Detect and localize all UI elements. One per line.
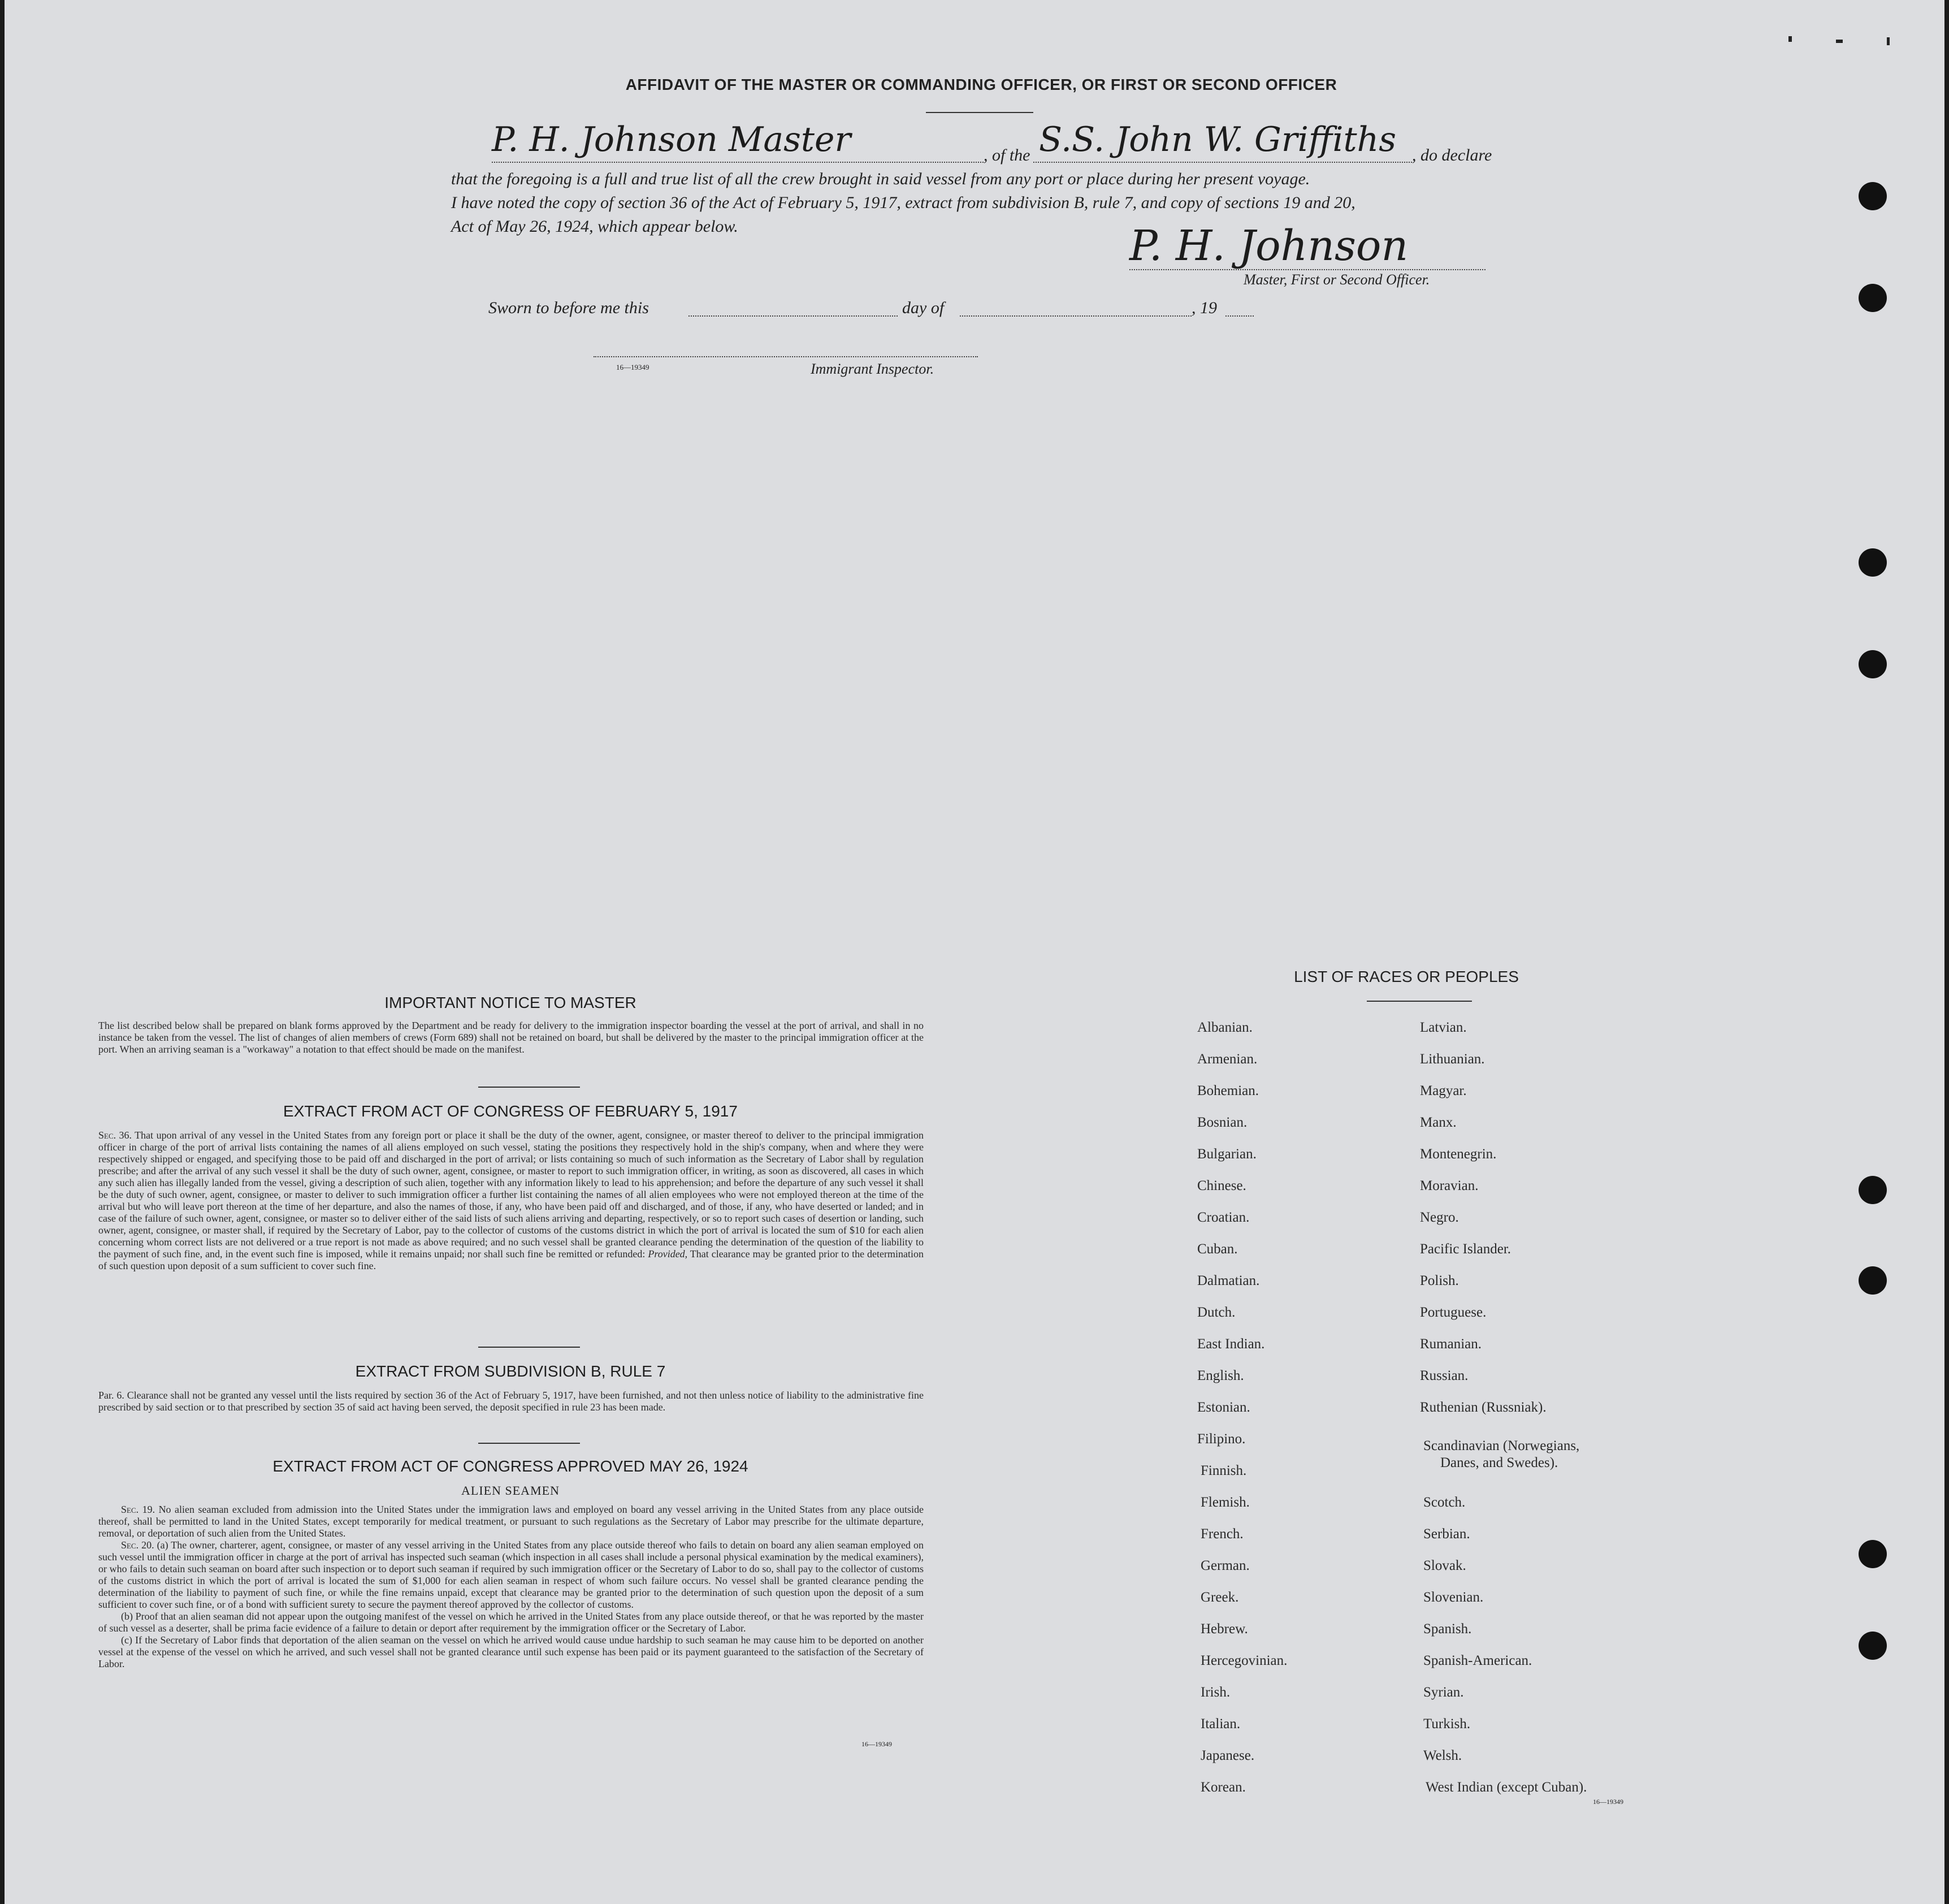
- races-divider: [1367, 1001, 1472, 1002]
- notice-title: IMPORTANT NOTICE TO MASTER: [384, 994, 636, 1011]
- race-left-item: Irish.: [1201, 1685, 1231, 1700]
- race-left-item: Dutch.: [1197, 1305, 1236, 1320]
- binder-hole: [1859, 1540, 1887, 1568]
- binder-hole: [1859, 182, 1887, 210]
- race-right-item: Danes, and Swedes).: [1440, 1455, 1558, 1470]
- race-left-item: Hercegovinian.: [1201, 1653, 1288, 1668]
- sworn-day-blank: [688, 315, 898, 317]
- race-right-item: Serbian.: [1423, 1526, 1470, 1542]
- race-right-item: Portuguese.: [1420, 1305, 1487, 1320]
- race-left-item: Bulgarian.: [1197, 1146, 1257, 1162]
- races-form-number: 16—19349: [1593, 1798, 1623, 1806]
- race-left-item: Finnish.: [1201, 1463, 1247, 1478]
- sworn-label: Sworn to before me this: [488, 298, 649, 317]
- notice-divider: [478, 1087, 580, 1088]
- extract-rule7-title: EXTRACT FROM SUBDIVISION B, RULE 7: [355, 1362, 666, 1380]
- declare-label: , do declare: [1412, 146, 1492, 165]
- race-left-item: German.: [1201, 1558, 1250, 1573]
- race-right-item: Moravian.: [1420, 1178, 1479, 1193]
- sworn-month-blank: [960, 315, 1192, 317]
- name-blank-line: [492, 162, 984, 163]
- race-right-item: Montenegrin.: [1420, 1146, 1497, 1162]
- extract-1917-divider: [478, 1347, 580, 1348]
- master-signature: P. H. Johnson: [1129, 222, 1409, 270]
- speck: [1887, 37, 1890, 45]
- section-19: [98, 1504, 924, 1539]
- binder-hole: [1859, 1176, 1887, 1204]
- title-divider: [926, 112, 1033, 113]
- extract-rule7-divider: [478, 1443, 580, 1444]
- day-of-label: day of: [902, 298, 945, 317]
- race-right-item: Russian.: [1420, 1368, 1469, 1383]
- section-20a: [98, 1539, 924, 1611]
- sworn-year-blank: [1225, 315, 1254, 317]
- race-right-item: Magyar.: [1420, 1083, 1467, 1098]
- inspector-signature-line: [594, 356, 978, 357]
- section-20c: (c) If the Secretary of Labor finds that deportation of the alien seaman on the vessel on which he arrived would cause undue hardship to such seaman he may cause him to be deported on another vessel at the expense of the vessel on which he arrived, and such vessel shall not be granted clearance until such expense has been paid or its payment guaranteed to the satisfaction of the Secretary of Labor.: [98, 1634, 924, 1669]
- race-right-item: Spanish.: [1423, 1621, 1472, 1637]
- race-right-item: Latvian.: [1420, 1020, 1467, 1035]
- section-36-text: That upon arrival of any vessel in the United States from any foreign port or place it shall be the duty of the owner, agent, consignee, or master thereof to deliver to the principal immigration officer in charge of the port of arrival lists containing the names of all aliens employed on such vessel, stating the positions they respectively hold in the ship's company, when and where they were respectively shipped or engaged, and specifying those to be paid off and discharged in the port of arrival; or lists containing so much of such information as the Secretary of Labor shall by regulation prescribe; and after the arrival of any such vessel it shall be the duty of such owner, agent, consignee, or master to report to such immigration officer, in writing, as soon as discovered, all cases in which any such alien has illegally landed from the vessel, giving a description of such alien, together with any information likely to lead to his apprehension; and before the departure of any such vessel it shall be the duty of such owner, agent, consignee, or master to deliver to such immigration officer a further list containing the names of all alien employees who were not employed thereon at the time of the arrival but who will leave port thereon at the time of her departure, and also the names of those, if any, who have been paid off and discharged, and of those, if any, who have deserted or landed; and in case of the failure of such owner, agent, consignee, or master so to deliver either of the said lists of such aliens arriving and departing, respectively, or so to report such cases of desertion or landing, such owner, agent, consignee, or master shall, if required by the Secretary of Labor, pay to the collector of customs of the customs district in which the port of arrival is located the sum of $10 for each alien concerning whom correct lists are not delivered or a true report is not made as above required; and no such vessel shall be granted clearance pending the determination of the question of the liability to the payment of such fine, and, in the event such fine is imposed, while it remains unpaid; nor shall such fine be remitted or refunded:: [98, 1130, 924, 1260]
- binder-hole: [1859, 1266, 1887, 1295]
- declaration-line-2: that the foregoing is a full and true list of all the crew brought in said vessel from any port or place during her present voyage.: [451, 170, 1310, 188]
- race-right-item: Manx.: [1420, 1115, 1457, 1130]
- race-right-item: Scandinavian (Norwegians,: [1423, 1438, 1580, 1453]
- race-right-item: Spanish-American.: [1423, 1653, 1532, 1668]
- race-right-item: Syrian.: [1423, 1685, 1464, 1700]
- provided-label: Provided,: [648, 1248, 688, 1260]
- races-title: LIST OF RACES OR PEOPLES: [1294, 968, 1519, 985]
- inspector-caption: Immigrant Inspector.: [811, 361, 934, 377]
- race-left-item: Flemish.: [1201, 1495, 1250, 1510]
- extract-1924-title: EXTRACT FROM ACT OF CONGRESS APPROVED MAY 26, 1924: [272, 1457, 748, 1475]
- of-label: , of the: [984, 146, 1030, 165]
- race-left-item: Japanese.: [1201, 1748, 1255, 1763]
- section-19-text: No alien seaman excluded from admission into the United States under the immigration laws and employed on board any vessel arriving in the United States from any place outside thereof, shall be permitted to land in the United States, except temporarily for medical treatment, or pursuant to such regulations as the Secretary of Labor may prescribe for the ultimate departure, removal, or deportation of such alien from the United States.: [98, 1504, 924, 1539]
- race-right-item: Slovak.: [1423, 1558, 1466, 1573]
- binder-hole: [1859, 548, 1887, 577]
- race-right-item: Pacific Islander.: [1420, 1241, 1511, 1257]
- handwritten-vessel-name: S.S. John W. Griffiths: [1039, 120, 1397, 159]
- master-caption: Master, First or Second Officer.: [1244, 271, 1430, 288]
- race-left-item: Cuban.: [1197, 1241, 1238, 1257]
- race-left-item: Albanian.: [1197, 1020, 1253, 1035]
- race-left-item: Armenian.: [1197, 1051, 1258, 1067]
- race-left-item: English.: [1197, 1368, 1244, 1383]
- declaration-line-4: Act of May 26, 1924, which appear below.: [451, 217, 738, 236]
- race-left-item: Croatian.: [1197, 1210, 1250, 1225]
- notice-form-number: 16—19349: [861, 1740, 892, 1748]
- signature-line: [1129, 269, 1485, 270]
- form-number: 16—19349: [616, 363, 649, 371]
- section-19-label: Sec. 19.: [121, 1504, 155, 1515]
- race-left-item: French.: [1201, 1526, 1244, 1542]
- race-right-item: Rumanian.: [1420, 1336, 1482, 1352]
- race-left-item: Italian.: [1201, 1716, 1241, 1732]
- race-left-item: Korean.: [1201, 1780, 1246, 1795]
- race-left-item: Filipino.: [1197, 1431, 1246, 1447]
- race-left-item: Bosnian.: [1197, 1115, 1248, 1130]
- document-page: [5, 0, 1944, 1904]
- declaration-line-3: I have noted the copy of section 36 of the Act of February 5, 1917, extract from subdivision B, rule 7, and copy of sections 19 and 20,: [451, 193, 1355, 212]
- extract-1917-title: EXTRACT FROM ACT OF CONGRESS OF FEBRUARY 5, 1917: [283, 1102, 738, 1120]
- race-right-item: West Indian (except Cuban).: [1426, 1780, 1587, 1795]
- section-20-label: Sec. 20.: [121, 1539, 154, 1551]
- binder-hole: [1859, 1632, 1887, 1660]
- race-left-item: Dalmatian.: [1197, 1273, 1260, 1288]
- handwritten-master-name: P. H. Johnson Master: [492, 120, 851, 159]
- section-36-label: Sec. 36.: [98, 1130, 132, 1141]
- race-right-item: Lithuanian.: [1420, 1051, 1485, 1067]
- section-20a-text: (a) The owner, charterer, agent, consignee, or master of any vessel arriving in the United States from any place outside thereof who fails to detain on board any alien seaman employed on such vessel until the immigration officer in charge at the port of arrival has inspected such seaman (which inspection in all cases shall include a personal physical examination by the medical examiners), or who fails to detain such seaman on board after such inspection or to deport such seaman if required by such immigration officer or the Secretary of Labor to do so, shall pay to the collector of customs of the customs district in which the port of arrival is located the sum of $1,000 for each alien seaman in respect of whom such failure occurs. No vessel shall be granted clearance pending the determination of the liability to payment of such fine, or while the fine remains unpaid, except that clearance may be granted prior to the determination of such question upon the deposit of a sum sufficient to cover such fine, or of a bond with sufficient surety to secure the payment thereof approved by the collector of customs.: [98, 1539, 924, 1610]
- speck: [1836, 40, 1843, 43]
- extract-1924-body: [98, 1504, 924, 1670]
- binder-hole: [1859, 650, 1887, 678]
- race-right-item: Turkish.: [1423, 1716, 1471, 1732]
- race-left-item: Greek.: [1201, 1590, 1239, 1605]
- race-left-item: Hebrew.: [1201, 1621, 1248, 1637]
- binder-hole: [1859, 284, 1887, 312]
- race-left-item: East Indian.: [1197, 1336, 1265, 1352]
- extract-rule7-body: Par. 6. Clearance shall not be granted any vessel until the lists required by section 36 of the Act of February 5, 1917, have been furnished, and not then unless notice of liability to the administrative fine prescribed by said section or to that prescribed by section 35 of said act having been served, the deposit specified in rule 23 has been made.: [98, 1390, 924, 1413]
- race-left-item: Bohemian.: [1197, 1083, 1259, 1098]
- vessel-blank-line: [1033, 162, 1412, 163]
- speck: [1788, 36, 1792, 42]
- race-right-item: Slovenian.: [1423, 1590, 1484, 1605]
- race-left-item: Chinese.: [1197, 1178, 1246, 1193]
- race-left-item: Estonian.: [1197, 1400, 1250, 1415]
- alien-seamen-subtitle: ALIEN SEAMEN: [461, 1483, 560, 1498]
- section-36-text-end: That clearance may be granted prior to the determination of such question upon deposit of a sum sufficient to cover such fine.: [98, 1248, 924, 1271]
- extract-1917-body: [98, 1130, 924, 1272]
- race-right-item: Negro.: [1420, 1210, 1459, 1225]
- section-20b: (b) Proof that an alien seaman did not appear upon the outgoing manifest of the vessel on which he arrived in the United States from any place outside thereof, or that he was reported by the master of such vessel as a deserter, shall be prima facie evidence of a failure to detain or deport after requirement by the immigration officer or the Secretary of Labor.: [98, 1611, 924, 1634]
- notice-body: The list described below shall be prepared on blank forms approved by the Department and be ready for delivery to the immigration inspector boarding the vessel at the port of arrival, and shall in no instance be taken from the vessel. The list of changes of alien members of crews (Form 689) shall not be retained on board, but shall be delivered by the master to the principal immigration officer at the port. When an arriving seaman is a "workaway" a notation to that effect should be made on the manifest.: [98, 1020, 924, 1055]
- race-right-item: Welsh.: [1423, 1748, 1462, 1763]
- year-label: , 19: [1192, 298, 1217, 317]
- race-right-item: Ruthenian (Russniak).: [1420, 1400, 1547, 1415]
- race-right-item: Scotch.: [1423, 1495, 1466, 1510]
- race-right-item: Polish.: [1420, 1273, 1459, 1288]
- affidavit-title: AFFIDAVIT OF THE MASTER OR COMMANDING OFFICER, OR FIRST OR SECOND OFFICER: [625, 76, 1337, 93]
